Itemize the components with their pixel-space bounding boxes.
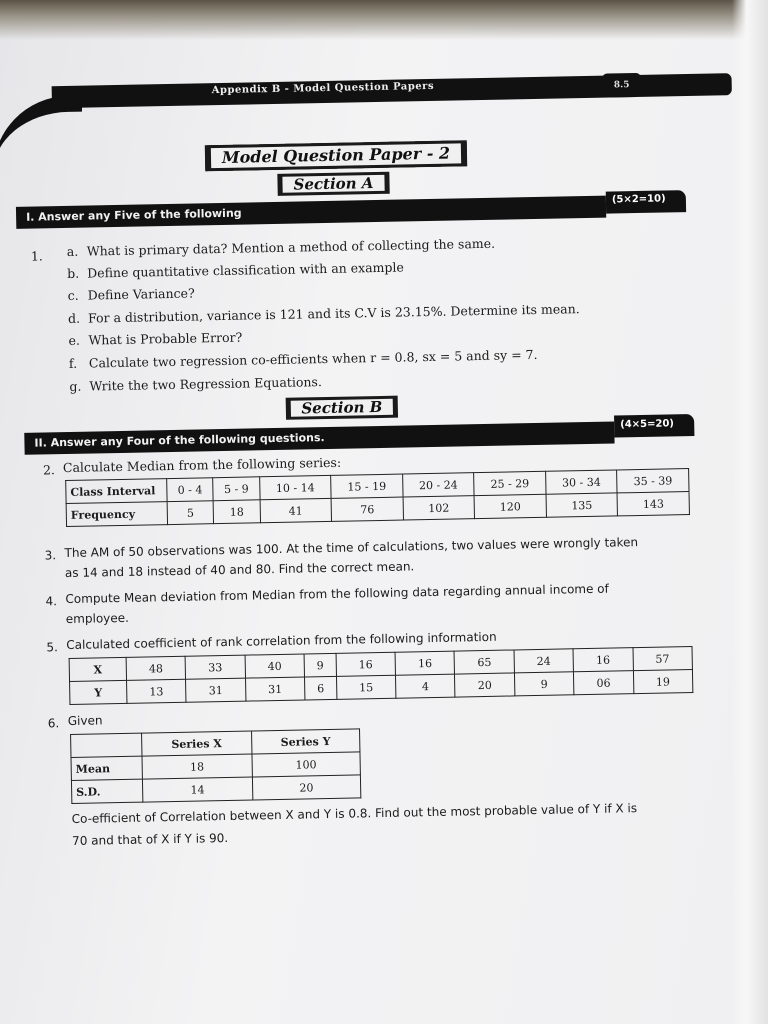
q4-line2: employee. xyxy=(65,610,130,627)
table-cell: 31 xyxy=(186,678,246,702)
table-cell: 24 xyxy=(514,649,574,673)
section-a-box xyxy=(277,172,389,196)
table-cell: 20 xyxy=(455,673,515,697)
row-header-class-interval: Class Interval xyxy=(66,479,167,504)
q6-number: 6. xyxy=(47,716,60,731)
table-cell: 76 xyxy=(331,497,403,521)
q3-number: 3. xyxy=(44,548,57,563)
question-1-number: 1. xyxy=(30,248,43,264)
q4-line1: Compute Mean deviation from Median from the following data regarding annual income of xyxy=(65,581,609,607)
table-cell: 20 xyxy=(252,775,361,800)
table-row xyxy=(71,775,360,804)
item-f-letter: f. xyxy=(68,355,78,371)
table-cell: 20 - 24 xyxy=(402,473,474,497)
table-cell: 41 xyxy=(260,498,332,522)
table-cell: 120 xyxy=(474,494,546,518)
section-a-marks: (5×2=10) xyxy=(611,193,666,206)
row-header-mean: Mean xyxy=(71,756,142,780)
table-cell: 18 xyxy=(142,754,252,779)
table-cell: 100 xyxy=(252,752,361,777)
table-cell: 16 xyxy=(573,648,633,672)
section-a-label: Section A xyxy=(282,175,384,193)
rank-table xyxy=(69,646,694,705)
table-cell: 16 xyxy=(395,651,455,675)
page-number: 8.5 xyxy=(601,73,641,98)
table-cell: 35 - 39 xyxy=(617,469,689,493)
section-b-instruction: II. Answer any Four of the following questions. xyxy=(24,421,614,454)
median-table xyxy=(65,468,690,527)
table-cell: 48 xyxy=(126,656,186,680)
table-cell: 9 xyxy=(514,672,574,696)
table-cell: 15 - 19 xyxy=(331,474,403,498)
table-cell: 40 xyxy=(245,654,305,678)
table-cell: 6 xyxy=(305,676,337,700)
q5-text: Calculated coefficient of rank correlation from the following information xyxy=(66,629,497,653)
table-cell: 57 xyxy=(633,647,693,671)
item-a-letter: a. xyxy=(66,243,79,259)
row-header-x: X xyxy=(69,657,126,681)
table-cell: 31 xyxy=(245,677,305,701)
item-f-text: Calculate two regression co-efficients when r = 0.8, sx = 5 and sy = 7. xyxy=(88,346,538,371)
item-c-letter: c. xyxy=(67,287,79,303)
section-b-label: Section B xyxy=(291,399,393,417)
row-header-sd: S.D. xyxy=(71,779,142,803)
item-c-text: Define Variance? xyxy=(87,285,195,303)
table-cell: 16 xyxy=(336,652,396,676)
q3-line1: The AM of 50 observations was 100. At the time of calculations, two values were wrongly taken xyxy=(64,535,639,561)
q3-line2: as 14 and 18 instead of 40 and 80. Find the correct mean. xyxy=(64,559,415,581)
table-cell: 9 xyxy=(304,653,336,677)
q6-line2: 70 and that of X if Y is 90. xyxy=(71,830,229,848)
item-a-text: What is primary data? Mention a method of collecting the same. xyxy=(86,235,496,259)
q2-text: Calculate Median from the following series: xyxy=(62,454,342,476)
table-cell: 5 xyxy=(167,501,214,525)
q4-number: 4. xyxy=(45,594,58,609)
table-cell: 4 xyxy=(396,674,456,698)
table-cell: 25 - 29 xyxy=(474,471,546,495)
table-cell: 30 - 34 xyxy=(545,470,617,494)
running-header xyxy=(0,63,732,117)
item-d-letter: d. xyxy=(67,310,81,326)
table-cell: 19 xyxy=(633,670,693,694)
table-cell: 143 xyxy=(617,492,689,516)
series-table xyxy=(70,728,361,804)
table-cell: 10 - 14 xyxy=(259,475,331,499)
item-b-text: Define quantitative classification with an example xyxy=(87,259,404,281)
q6-line1: Co-efficient of Correlation between X and Y is 0.8. Find out the most probable value of Y if X is xyxy=(71,801,638,826)
running-title: Appendix B - Model Question Papers xyxy=(211,80,435,97)
section-b-marks: (4×5=20) xyxy=(620,418,675,431)
section-a-instruction: I. Answer any Five of the following xyxy=(16,196,606,229)
item-d-text: For a distribution, variance is 121 and its C.V is 23.15%. Determine its mean. xyxy=(87,301,580,326)
row-header-y: Y xyxy=(70,680,127,704)
item-g-text: Write the two Regression Equations. xyxy=(89,374,322,394)
q2-number: 2. xyxy=(42,462,56,478)
table-cell: 102 xyxy=(403,496,475,520)
item-e-text: What is Probable Error? xyxy=(88,329,243,348)
section-b-box xyxy=(286,396,398,420)
col-header-series-y: Series Y xyxy=(251,729,360,754)
table-corner-cell xyxy=(71,733,142,757)
row-header-frequency: Frequency xyxy=(66,502,167,527)
table-cell: 06 xyxy=(574,671,634,695)
table-cell: 5 - 9 xyxy=(213,477,260,501)
table-cell: 33 xyxy=(185,655,245,679)
col-header-series-x: Series X xyxy=(142,731,252,756)
table-cell: 14 xyxy=(142,777,252,802)
item-e-letter: e. xyxy=(68,332,81,348)
table-cell: 65 xyxy=(454,650,514,674)
q5-number: 5. xyxy=(46,640,58,655)
table-cell: 18 xyxy=(213,500,260,524)
table-cell: 135 xyxy=(546,493,618,517)
item-g-letter: g. xyxy=(69,378,82,394)
paper-title: Model Question Paper - 2 xyxy=(211,143,461,168)
item-b-letter: b. xyxy=(67,265,80,281)
table-cell: 13 xyxy=(127,679,187,703)
table-cell: 15 xyxy=(336,675,396,699)
table-cell: 0 - 4 xyxy=(167,478,214,502)
paper-title-box xyxy=(205,140,467,171)
q6-text: Given xyxy=(67,713,103,729)
